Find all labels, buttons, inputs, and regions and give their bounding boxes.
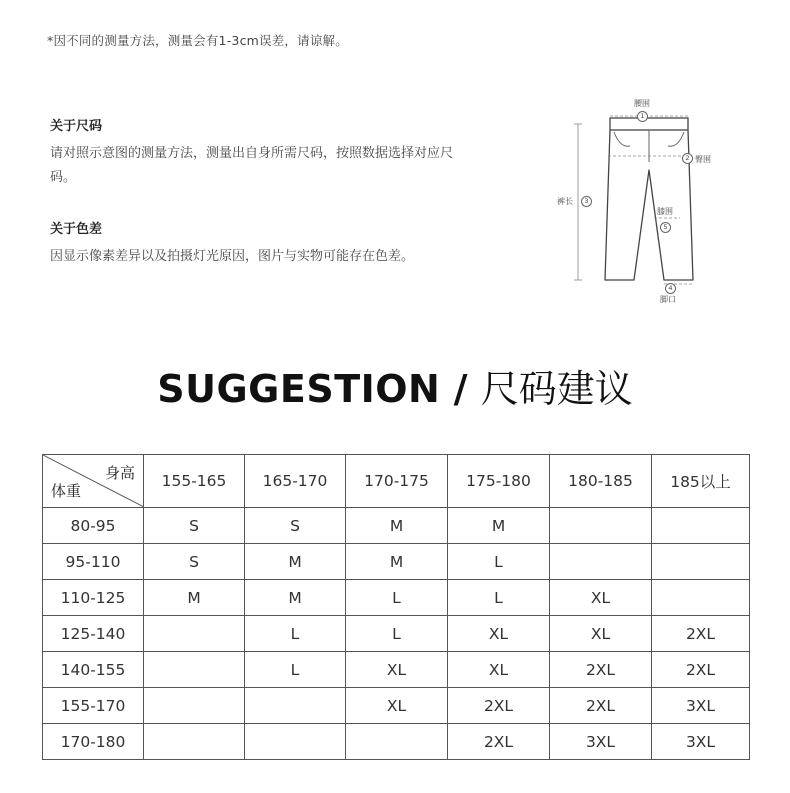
size-cell: M xyxy=(346,544,448,580)
corner-weight-label: 体重 xyxy=(51,482,82,500)
table-row xyxy=(43,688,750,724)
weight-cell: 95-110 xyxy=(43,544,144,580)
weight-cell: 80-95 xyxy=(43,508,144,544)
size-cell xyxy=(652,580,750,616)
size-cell: S xyxy=(144,508,245,544)
size-cell: L xyxy=(346,580,448,616)
about-size-title: 关于尺码 xyxy=(50,119,103,134)
about-color-text: 因显示像素差异以及拍摄灯光原因，图片与实物可能存在色差。 xyxy=(50,249,415,264)
knee-number: 5 xyxy=(660,222,671,233)
size-cell xyxy=(550,508,652,544)
size-cell: M xyxy=(245,580,346,616)
size-cell: L xyxy=(448,580,550,616)
hem-label: 脚口 xyxy=(660,295,676,304)
weight-cell: 125-140 xyxy=(43,616,144,652)
size-cell: M xyxy=(144,580,245,616)
size-cell xyxy=(144,652,245,688)
knee-label: 膝围 xyxy=(657,207,673,216)
height-header-cell: 165-170 xyxy=(245,455,346,508)
size-cell xyxy=(144,616,245,652)
length-number: 3 xyxy=(581,196,592,207)
height-header-cell: 180-185 xyxy=(550,455,652,508)
table-row xyxy=(43,508,750,544)
size-cell xyxy=(550,544,652,580)
size-cell: S xyxy=(144,544,245,580)
weight-cell: 110-125 xyxy=(43,580,144,616)
size-cell: M xyxy=(448,508,550,544)
size-cell: XL xyxy=(550,616,652,652)
suggestion-headline xyxy=(0,358,790,413)
weight-cell: 170-180 xyxy=(43,724,144,760)
headline-chinese: 尺码建议 xyxy=(480,367,633,411)
size-suggestion-table xyxy=(42,454,750,760)
length-label: 裤长 xyxy=(557,197,573,206)
size-cell: 2XL xyxy=(448,724,550,760)
size-cell xyxy=(245,724,346,760)
size-cell: L xyxy=(346,616,448,652)
height-header-cell: 170-175 xyxy=(346,455,448,508)
table-body xyxy=(43,508,750,760)
size-cell: 2XL xyxy=(550,688,652,724)
size-cell xyxy=(652,508,750,544)
size-cell: S xyxy=(245,508,346,544)
size-cell: XL xyxy=(346,652,448,688)
size-cell: L xyxy=(245,616,346,652)
size-cell: M xyxy=(346,508,448,544)
weight-cell: 155-170 xyxy=(43,688,144,724)
size-cell xyxy=(144,724,245,760)
headline-english: SUGGESTION xyxy=(157,367,441,411)
table-row xyxy=(43,724,750,760)
table-header-row xyxy=(43,455,750,508)
about-color-title: 关于色差 xyxy=(50,222,103,237)
pants-measurement-diagram xyxy=(548,92,728,304)
height-header-cell: 155-165 xyxy=(144,455,245,508)
measurement-note: *因不同的测量方法，测量会有1-3cm误差，请谅解。 xyxy=(47,33,348,48)
height-header-cell: 185以上 xyxy=(652,455,750,508)
height-header-cell: 175-180 xyxy=(448,455,550,508)
size-cell: XL xyxy=(448,616,550,652)
about-size-text: 请对照示意图的测量方法，测量出自身所需尺码，按照数据选择对应尺码。 xyxy=(50,146,454,185)
hip-label: 臀围 xyxy=(695,155,711,164)
pants-outline-icon xyxy=(548,92,728,304)
size-cell: 3XL xyxy=(550,724,652,760)
table-row xyxy=(43,616,750,652)
size-cell xyxy=(245,688,346,724)
waist-number: 1 xyxy=(637,111,648,122)
hem-number: 4 xyxy=(665,283,676,294)
weight-cell: 140-155 xyxy=(43,652,144,688)
size-cell: XL xyxy=(448,652,550,688)
size-cell: XL xyxy=(346,688,448,724)
size-cell: 2XL xyxy=(652,616,750,652)
size-cell: 2XL xyxy=(652,652,750,688)
waist-label: 腰围 xyxy=(634,99,650,108)
size-cell: L xyxy=(448,544,550,580)
hip-number: 2 xyxy=(682,153,693,164)
size-cell: 3XL xyxy=(652,688,750,724)
corner-height-label: 身高 xyxy=(104,464,135,482)
size-cell: 2XL xyxy=(550,652,652,688)
size-cell: 2XL xyxy=(448,688,550,724)
table-row xyxy=(43,580,750,616)
table-row xyxy=(43,544,750,580)
size-cell: M xyxy=(245,544,346,580)
size-cell xyxy=(144,688,245,724)
corner-header-cell xyxy=(43,455,144,508)
size-cell: XL xyxy=(550,580,652,616)
headline-separator: / xyxy=(440,367,481,411)
table-row xyxy=(43,652,750,688)
size-cell xyxy=(346,724,448,760)
size-cell xyxy=(652,544,750,580)
size-cell: L xyxy=(245,652,346,688)
size-cell: 3XL xyxy=(652,724,750,760)
